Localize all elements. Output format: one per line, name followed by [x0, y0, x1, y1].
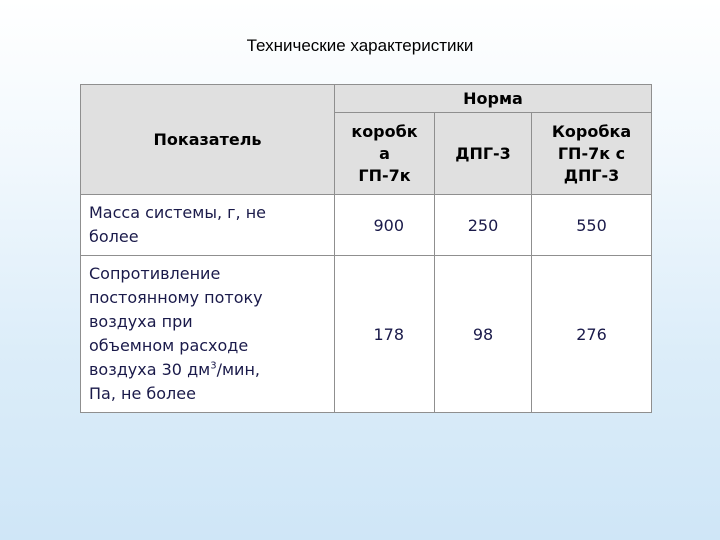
row-mass-dpg3: 250 — [435, 195, 532, 256]
row-mass-label-line1: Масса системы, г, не — [89, 203, 267, 222]
table-row-mass — [81, 195, 652, 256]
header-param-label: Показатель — [153, 129, 262, 149]
header-col-combo-line3: ДПГ-3 — [563, 165, 620, 185]
header-col-gp7k-line2: а — [379, 143, 390, 163]
spec-table — [80, 84, 652, 413]
row-mass-label-line2: более — [89, 227, 139, 246]
row-resistance-label-line6: Па, не более — [89, 384, 196, 403]
row-resistance-label-line5 — [89, 358, 326, 382]
table-row-resistance — [81, 256, 652, 413]
header-norm — [335, 85, 652, 113]
header-norm-label: Норма — [463, 88, 523, 108]
header-col-combo — [532, 113, 652, 195]
row-resistance-label-line5a: воздуха 30 дм — [89, 360, 211, 379]
row-resistance-label-line3: воздуха при — [89, 312, 193, 331]
row-mass-gp7k: 900 — [335, 195, 435, 256]
row-resistance-gp7k: 178 — [335, 256, 435, 413]
row-resistance-label-line1: Сопротивление — [89, 264, 221, 283]
header-col-gp7k — [335, 113, 435, 195]
table-header-row-1 — [81, 85, 652, 113]
header-col-dpg3 — [435, 113, 532, 195]
header-param — [81, 85, 335, 195]
row-resistance-label-line2: постоянному потоку — [89, 288, 263, 307]
header-col-combo-line2: ГП-7к с — [557, 143, 626, 163]
header-col-dpg3-label: ДПГ-3 — [455, 143, 511, 163]
row-resistance-combo: 276 — [532, 256, 652, 413]
header-col-gp7k-line3: ГП-7к — [358, 165, 411, 185]
row-resistance-label — [81, 256, 335, 413]
header-col-combo-line1: Коробка — [551, 121, 632, 141]
row-resistance-label-sup: 3 — [210, 360, 217, 372]
row-mass-combo: 550 — [532, 195, 652, 256]
header-col-gp7k-line1: коробк — [351, 121, 418, 141]
row-resistance-label-line4: объемном расходе — [89, 336, 249, 355]
row-resistance-label-line5b: /мин, — [216, 360, 260, 379]
row-resistance-dpg3: 98 — [435, 256, 532, 413]
row-mass-label — [81, 195, 335, 256]
slide-title: Технические характеристики — [246, 36, 474, 55]
